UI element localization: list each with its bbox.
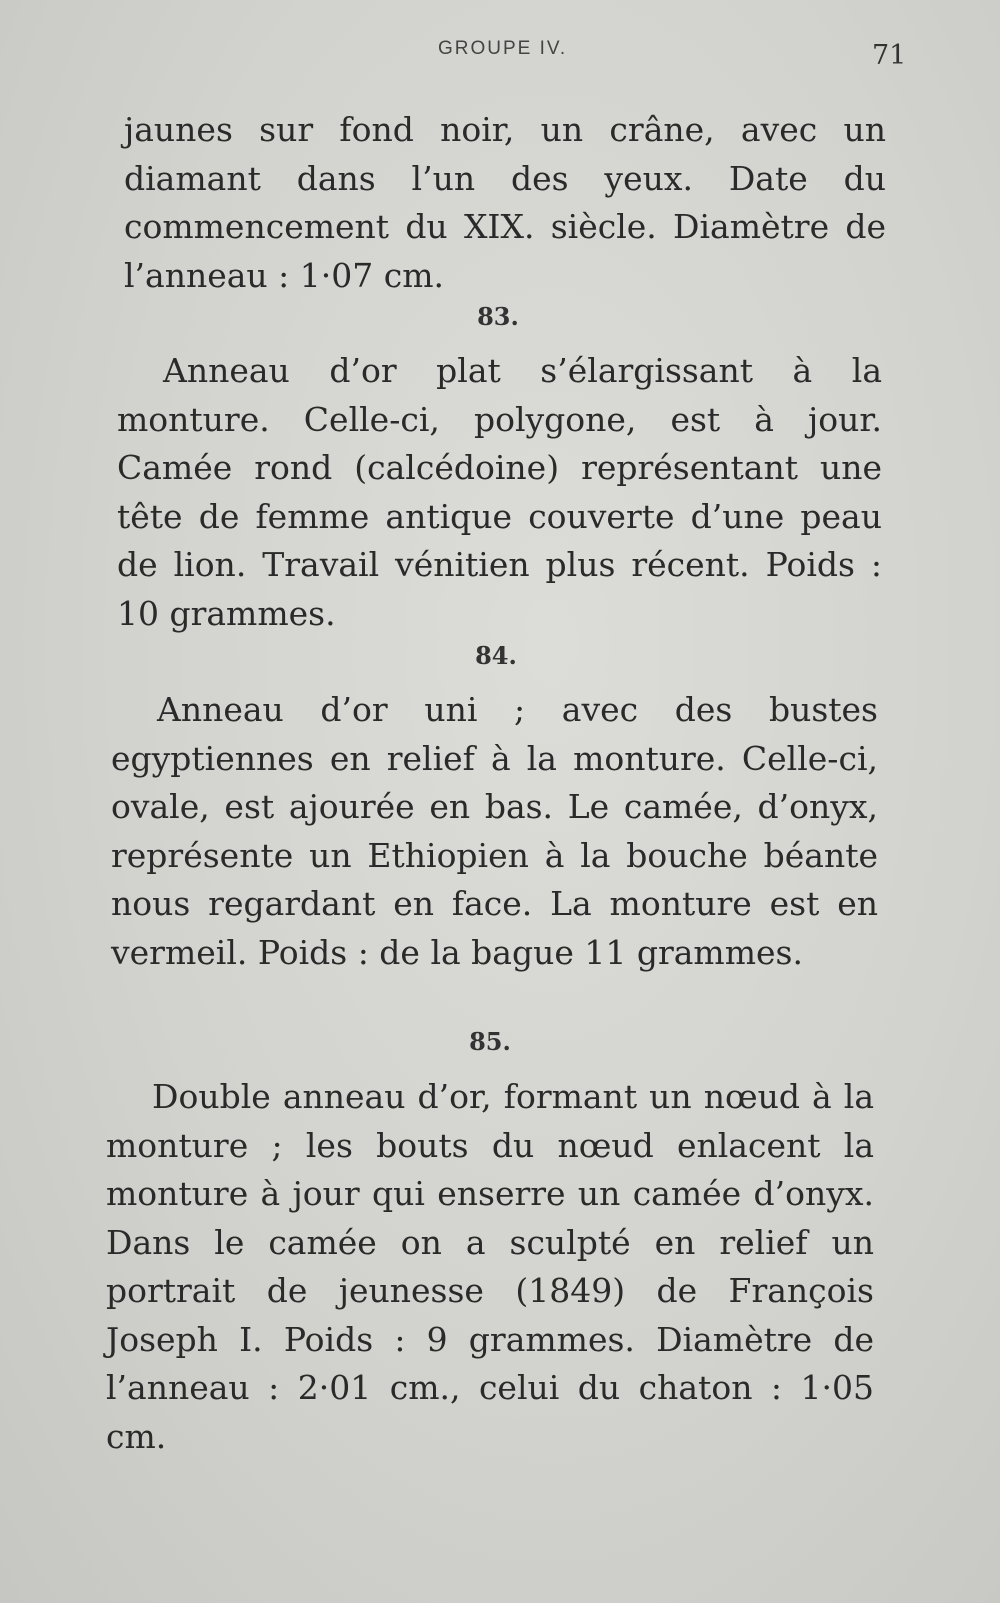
entry-number-85: 85.: [469, 1027, 511, 1056]
entry-text-83: Anneau d’or plat s’élargissant à la monture. Celle-ci, polygone, est à jour. Camée rond (calcédoine) représentant une tête de femme antique couverte d’une peau de lion. Travail vénitien plus récent. Poids : 10 grammes.: [117, 351, 882, 633]
running-title: GROUPE IV.: [438, 38, 568, 59]
continuation-paragraph: jaunes sur fond noir, un crâne, avec un diamant dans l’un des yeux. Date du commencement du XIX. siècle. Diamètre de l’anneau : 1·07 cm.: [124, 110, 886, 295]
page-number: 71: [872, 40, 907, 71]
entry-number-83: 83.: [477, 302, 519, 331]
entry-text-84: Anneau d’or uni ; avec des bustes egyptiennes en relief à la monture. Celle-ci, ovale, est ajourée en bas. Le camée, d’onyx, représente un Ethiopien à la bouche béante nous regardant en face. La monture est en vermeil. Poids : de la bague 11 grammes.: [111, 690, 878, 972]
entry-number-84: 84.: [475, 641, 517, 670]
running-head: [0, 38, 1000, 71]
entry-text-85: Double anneau d’or, formant un nœud à la monture ; les bouts du nœud enlacent la monture à jour qui enserre un camée d’onyx. Dans le camée on a sculpté en relief un portrait de jeunesse (1849) de François Joseph I. Poids : 9 grammes. Diamètre de l’anneau : 2·01 cm., celui du chaton : 1·05 cm.: [106, 1077, 874, 1456]
